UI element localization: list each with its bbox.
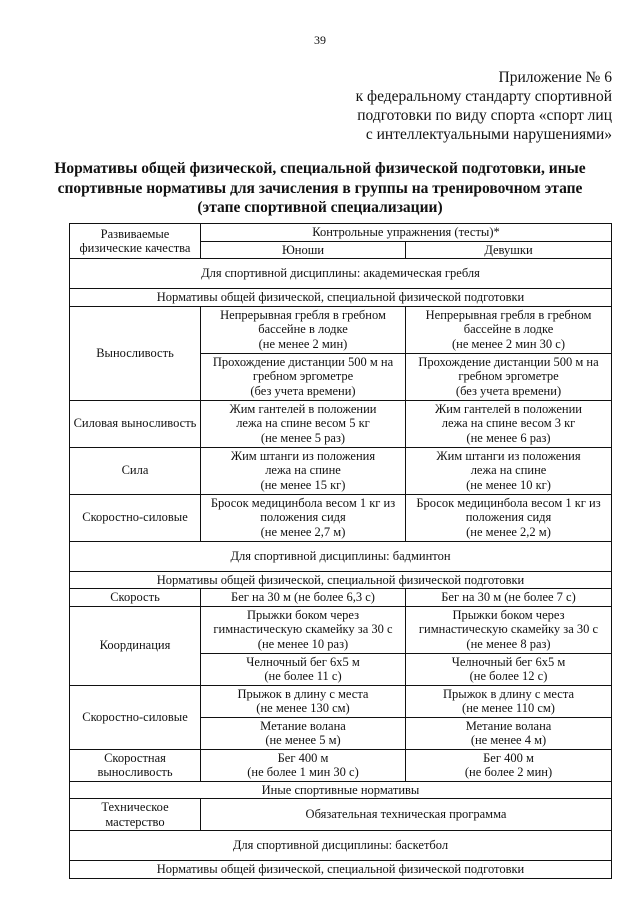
document-title [40,159,600,218]
section-basketball: Для спортивной дисциплины: баскетбол [70,831,612,861]
norm-girls: Челночный бег 6х5 м (не более 12 с) [406,653,612,685]
quality-coordination: Координация [70,606,201,685]
title-line: спортивные нормативы для зачисления в группы на тренировочном этапе [57,179,583,197]
table-row [70,400,612,447]
norm-girls: Прыжок в длину с места (не менее 110 см) [406,685,612,717]
table-row [70,749,612,781]
section-rowing: Для спортивной дисциплины: академическая гребля [70,259,612,289]
norm-boys: Жим штанги из положения лежа на спине (не менее 15 кг) [201,447,406,494]
norm-girls: Метание волана (не менее 4 м) [406,717,612,749]
norm-boys: Жим гантелей в положении лежа на спине весом 5 кг (не менее 5 раз) [201,400,406,447]
norm-girls: Бег на 30 м (не более 7 с) [406,589,612,607]
subheader-row [70,781,612,799]
table-row [70,494,612,541]
appendix-line: с интеллектуальными нарушениями» [365,126,612,143]
norm-girls: Непрерывная гребля в гребном бассейне в лодке (не менее 2 мин 30 с) [406,306,612,353]
subheader-row [70,571,612,589]
norm-girls: Бег 400 м (не более 2 мин) [406,749,612,781]
ofp-header: Нормативы общей физической, специальной физической подготовки [70,571,612,589]
quality-power-endurance: Силовая выносливость [70,400,201,447]
norm-girls: Жим штанги из положения лежа на спине (не менее 10 кг) [406,447,612,494]
quality-endurance: Выносливость [70,306,201,400]
quality-speed: Скорость [70,589,201,607]
page-number: 39 [314,33,326,47]
norms-table [69,223,612,879]
quality-speed-strength: Скоростно-силовые [70,494,201,541]
ofp-header: Нормативы общей физической, специальной физической подготовки [70,289,612,307]
quality-speed-endurance: Скоростная выносливость [70,749,201,781]
header-boys: Юноши [201,241,406,259]
section-row [70,541,612,571]
table-row [70,606,612,653]
header-tests: Контрольные упражнения (тесты)* [201,224,612,242]
appendix-line: подготовки по виду спорта «спорт лиц [357,107,612,124]
technique-program: Обязательная техническая программа [201,799,612,831]
appendix-line: Приложение № 6 [498,69,612,86]
norm-boys: Непрерывная гребля в гребном бассейне в лодке (не менее 2 мин) [201,306,406,353]
quality-technique: Техническое мастерство [70,799,201,831]
appendix-heading [356,68,612,144]
table-header-row [70,224,612,242]
other-norms-header: Иные спортивные нормативы [70,781,612,799]
norm-boys: Прыжок в длину с места (не менее 130 см) [201,685,406,717]
norm-girls: Прохождение дистанции 500 м на гребном эргометре (без учета времени) [406,353,612,400]
table-row [70,589,612,607]
header-quality: Развиваемые физические качества [70,224,201,259]
norm-boys: Челночный бег 6х5 м (не более 11 с) [201,653,406,685]
norm-boys: Бег на 30 м (не более 6,3 с) [201,589,406,607]
subheader-row [70,289,612,307]
norm-boys: Метание волана (не менее 5 м) [201,717,406,749]
section-row [70,259,612,289]
norm-girls: Бросок медицинбола весом 1 кг из положения сидя (не менее 2,2 м) [406,494,612,541]
table-row [70,447,612,494]
norm-boys: Бросок медицинбола весом 1 кг из положения сидя (не менее 2,7 м) [201,494,406,541]
section-badminton: Для спортивной дисциплины: бадминтон [70,541,612,571]
title-line: Нормативы общей физической, специальной физической подготовки, иные [54,160,586,177]
norm-boys: Бег 400 м (не более 1 мин 30 с) [201,749,406,781]
table-row [70,685,612,717]
table-row [70,799,612,831]
quality-strength: Сила [70,447,201,494]
quality-speed-strength: Скоростно-силовые [70,685,201,749]
norm-girls: Прыжки боком через гимнастическую скамейку за 30 с (не менее 8 раз) [406,606,612,653]
appendix-line: к федеральному стандарту спортивной [355,88,612,105]
subheader-row [70,861,612,879]
section-row [70,831,612,861]
title-line: (этапе спортивной специализации) [197,199,443,216]
table-row [70,306,612,353]
norm-boys: Прохождение дистанции 500 м на гребном эргометре (без учета времени) [201,353,406,400]
ofp-header: Нормативы общей физической, специальной физической подготовки [70,861,612,879]
norm-girls: Жим гантелей в положении лежа на спине весом 3 кг (не менее 6 раз) [406,400,612,447]
norm-boys: Прыжки боком через гимнастическую скамейку за 30 с (не менее 10 раз) [201,606,406,653]
header-girls: Девушки [406,241,612,259]
